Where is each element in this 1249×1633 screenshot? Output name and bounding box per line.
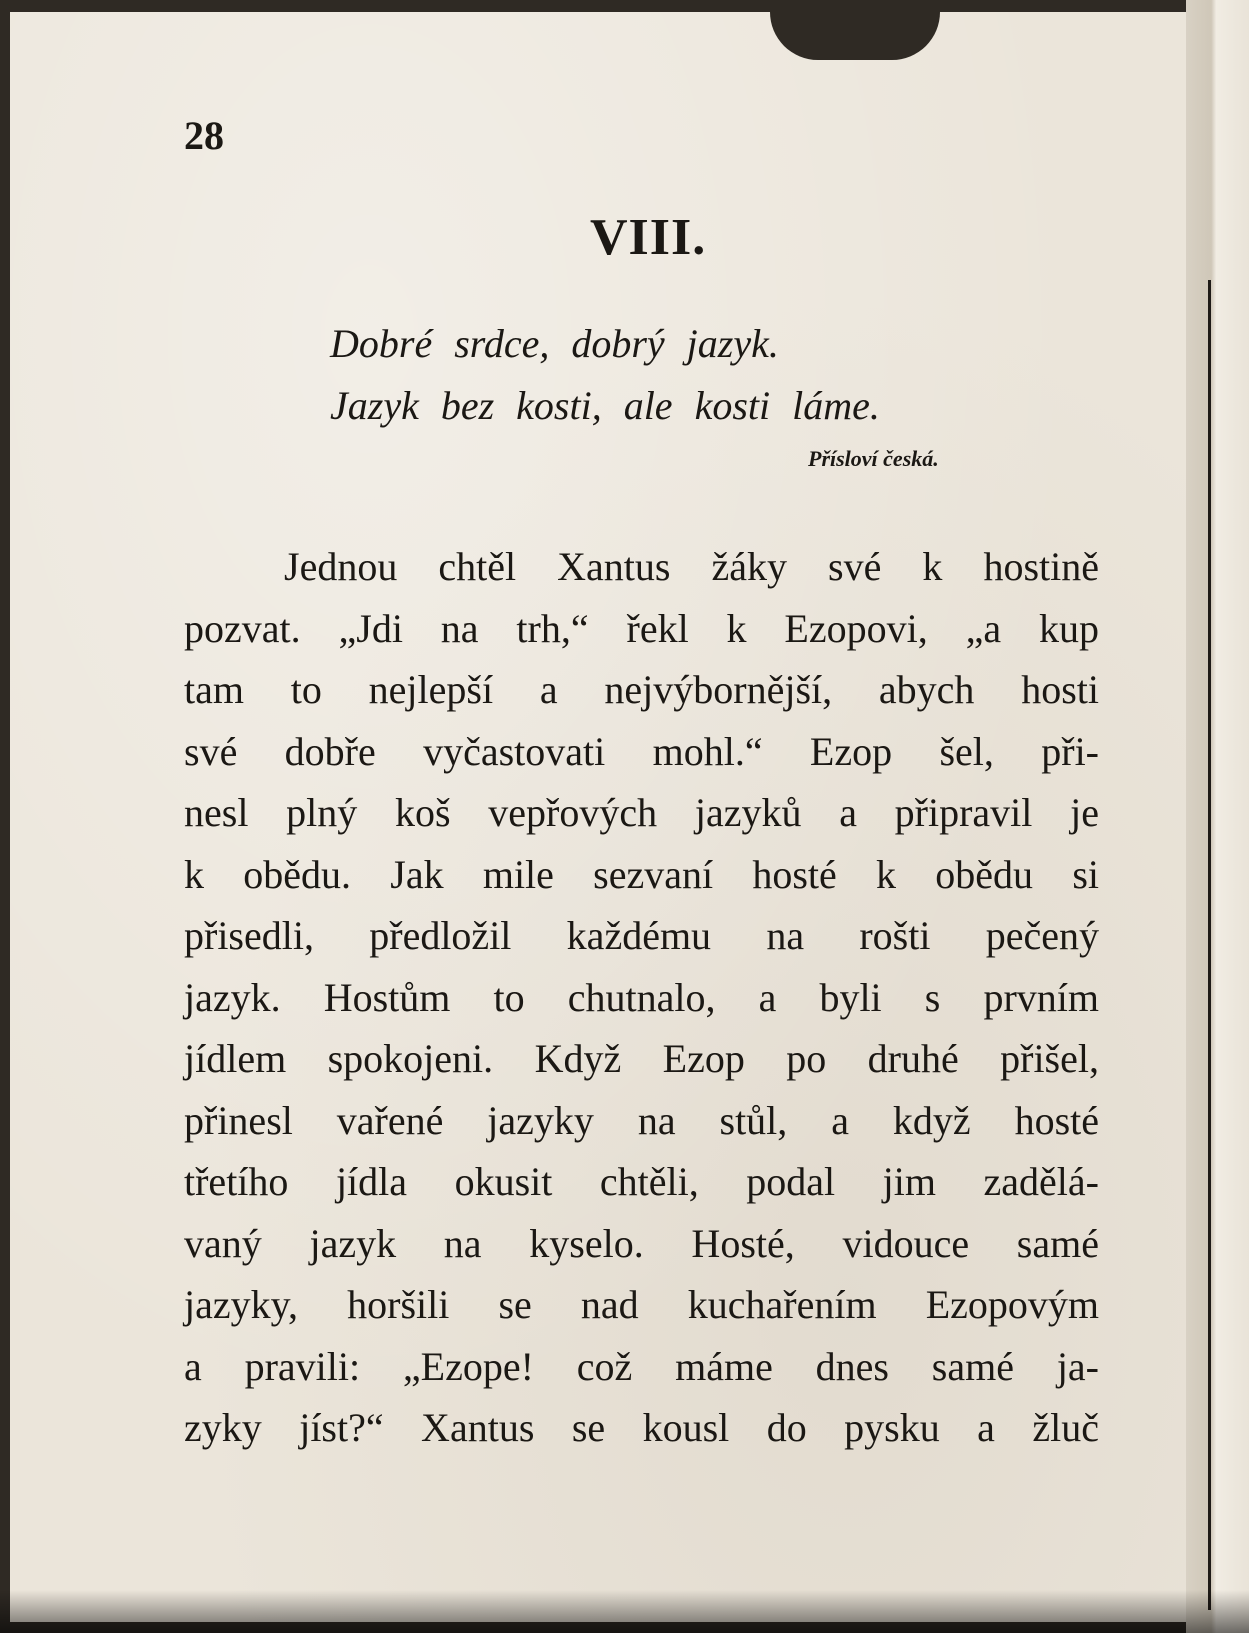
body-line: k obědu. Jak mile sezvaní hosté k obědu si <box>184 851 1099 897</box>
body-line: třetího jídla okusit chtěli, podal jim zadělá- <box>184 1159 1099 1204</box>
motto-line-2: Jazyk bez kosti, ale kosti láme. <box>330 383 880 428</box>
body-line: přisedli, předložil každému na rošti pečený <box>184 913 1099 958</box>
chapter-heading: VIII. <box>590 209 707 266</box>
body-line: a pravili: „Ezope! což máme dnes samé ja- <box>184 1343 1099 1389</box>
body-line: jazyk. Hostům to chutnalo, a byli s prvním <box>184 974 1099 1020</box>
body-line: Jednou chtěl Xantus žáky své k hostině <box>284 544 1099 589</box>
body-line: své dobře vyčastovati mohl.“ Ezop šel, při- <box>184 728 1099 774</box>
body-line: tam to nejlepší a nejvýbornější, abych hosti <box>184 667 1099 712</box>
body-line: přinesl vařené jazyky na stůl, a když hosté <box>184 1097 1099 1143</box>
book-gutter <box>1186 0 1249 1633</box>
gutter-shadow-line <box>1208 280 1211 1610</box>
body-line: jídlem spokojeni. Když Ezop po druhé přišel, <box>184 1036 1099 1081</box>
page-notch <box>770 12 940 60</box>
page-number: 28 <box>184 113 224 158</box>
body-line: vaný jazyk na kyselo. Hosté, vidouce samé <box>184 1220 1099 1266</box>
motto-line-1: Dobré srdce, dobrý jazyk. <box>330 321 779 366</box>
body-line: zyky jíst?“ Xantus se kousl do pysku a žluč <box>184 1405 1099 1450</box>
bottom-edge-shadow <box>0 1590 1249 1633</box>
body-text <box>184 536 1099 1459</box>
body-line: jazyky, horšili se nad kuchařením Ezopovým <box>184 1282 1099 1327</box>
body-line: nesl plný koš vepřových jazyků a připravil je <box>184 790 1099 835</box>
motto-attribution: Přísloví česká. <box>808 446 939 471</box>
body-line: pozvat. „Jdi na trh,“ řekl k Ezopovi, „a kup <box>184 605 1099 651</box>
